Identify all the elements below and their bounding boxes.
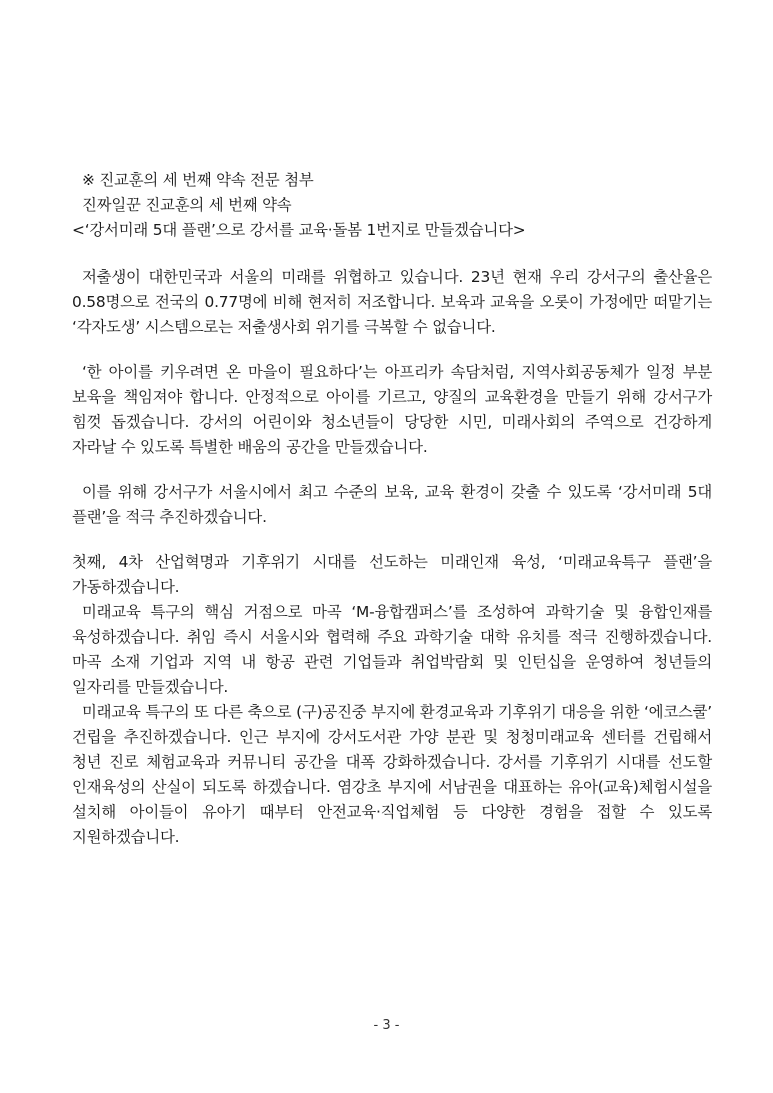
paragraph-eco-school: 미래교육 특구의 또 다른 축으로 (구)공진중 부지에 환경교육과 기후위기 대응을 위한 ‘에코스쿨’ 건립을 추진하겠습니다. 인근 부지에 강서도서관 가양 분관 및 청청미래교육 센터를 건립해서 청년 진로 체험교육과 커뮤니티 공간을 대폭 강화하겠습니다. 강서를 기후위기 시대를 선도할 인재육성의 산실이 되도록 하겠습니다. 염강초 부지에 서남권을 대표하는 유아(교육)체험시설을 설치해 아이들이 유아기 때부터 안전교육·직업체험 등 다양한 경험을 접할 수 있도록 지원하겠습니다. bbox=[72, 703, 712, 846]
paragraph-first-plan: 첫째, 4차 산업혁명과 기후위기 시대를 선도하는 미래인재 육성, ‘미래교육특구 플랜’을 가동하겠습니다. bbox=[72, 553, 712, 596]
page-number: - 3 - bbox=[373, 1018, 400, 1033]
document-body bbox=[72, 168, 712, 850]
paragraph-five-plans: 이를 위해 강서구가 서울시에서 최고 수준의 보육, 교육 환경이 갖출 수 있도록 ‘강서미래 5대 플랜’을 적극 추진하겠습니다. bbox=[72, 483, 712, 526]
attachment-note: ※ 진교훈의 세 번째 약속 전문 첨부 bbox=[82, 171, 314, 189]
document-title: 진짜일꾼 진교훈의 세 번째 약속 bbox=[82, 196, 292, 214]
document-subtitle: <‘강서미래 5대 플랜’으로 강서를 교육·돌봄 1번지로 만들겠습니다> bbox=[72, 221, 526, 239]
paragraph-low-birthrate: 저출생이 대한민국과 서울의 미래를 위협하고 있습니다. 23년 현재 우리 강서구의 출산율은 0.58명으로 전국의 0.77명에 비해 현저히 저조합니다. 보육과 교육을 오롯이 가정에만 떠맡기는 ‘각자도생’ 시스템으로는 저출생사회 위기를 극복할 수 없습니다. bbox=[72, 268, 712, 336]
paragraph-community-care: ‘한 아이를 키우려면 온 마을이 필요하다’는 아프리카 속담처럼, 지역사회공동체가 일정 부분 보육을 책임져야 합니다. 안정적으로 아이를 기르고, 양질의 교육환경을 만들기 위해 강서구가 힘껏 돕겠습니다. 강서의 어린이와 청소년들이 당당한 시민, 미래사회의 주역으로 건강하게 자라날 수 있도록 특별한 배움의 공간을 만들겠습니다. bbox=[72, 363, 712, 456]
paragraph-m-campus: 미래교육 특구의 핵심 거점으로 마곡 ‘M-융합캠퍼스’를 조성하여 과학기술 및 융합인재를 육성하겠습니다. 취임 즉시 서울시와 협력해 주요 과학기술 대학 유치를 적극 진행하겠습니다. 마곡 소재 기업과 지역 내 항공 관련 기업들과 취업박람회 및 인턴십을 운영하여 청년들의 일자리를 만들겠습니다. bbox=[72, 603, 712, 696]
